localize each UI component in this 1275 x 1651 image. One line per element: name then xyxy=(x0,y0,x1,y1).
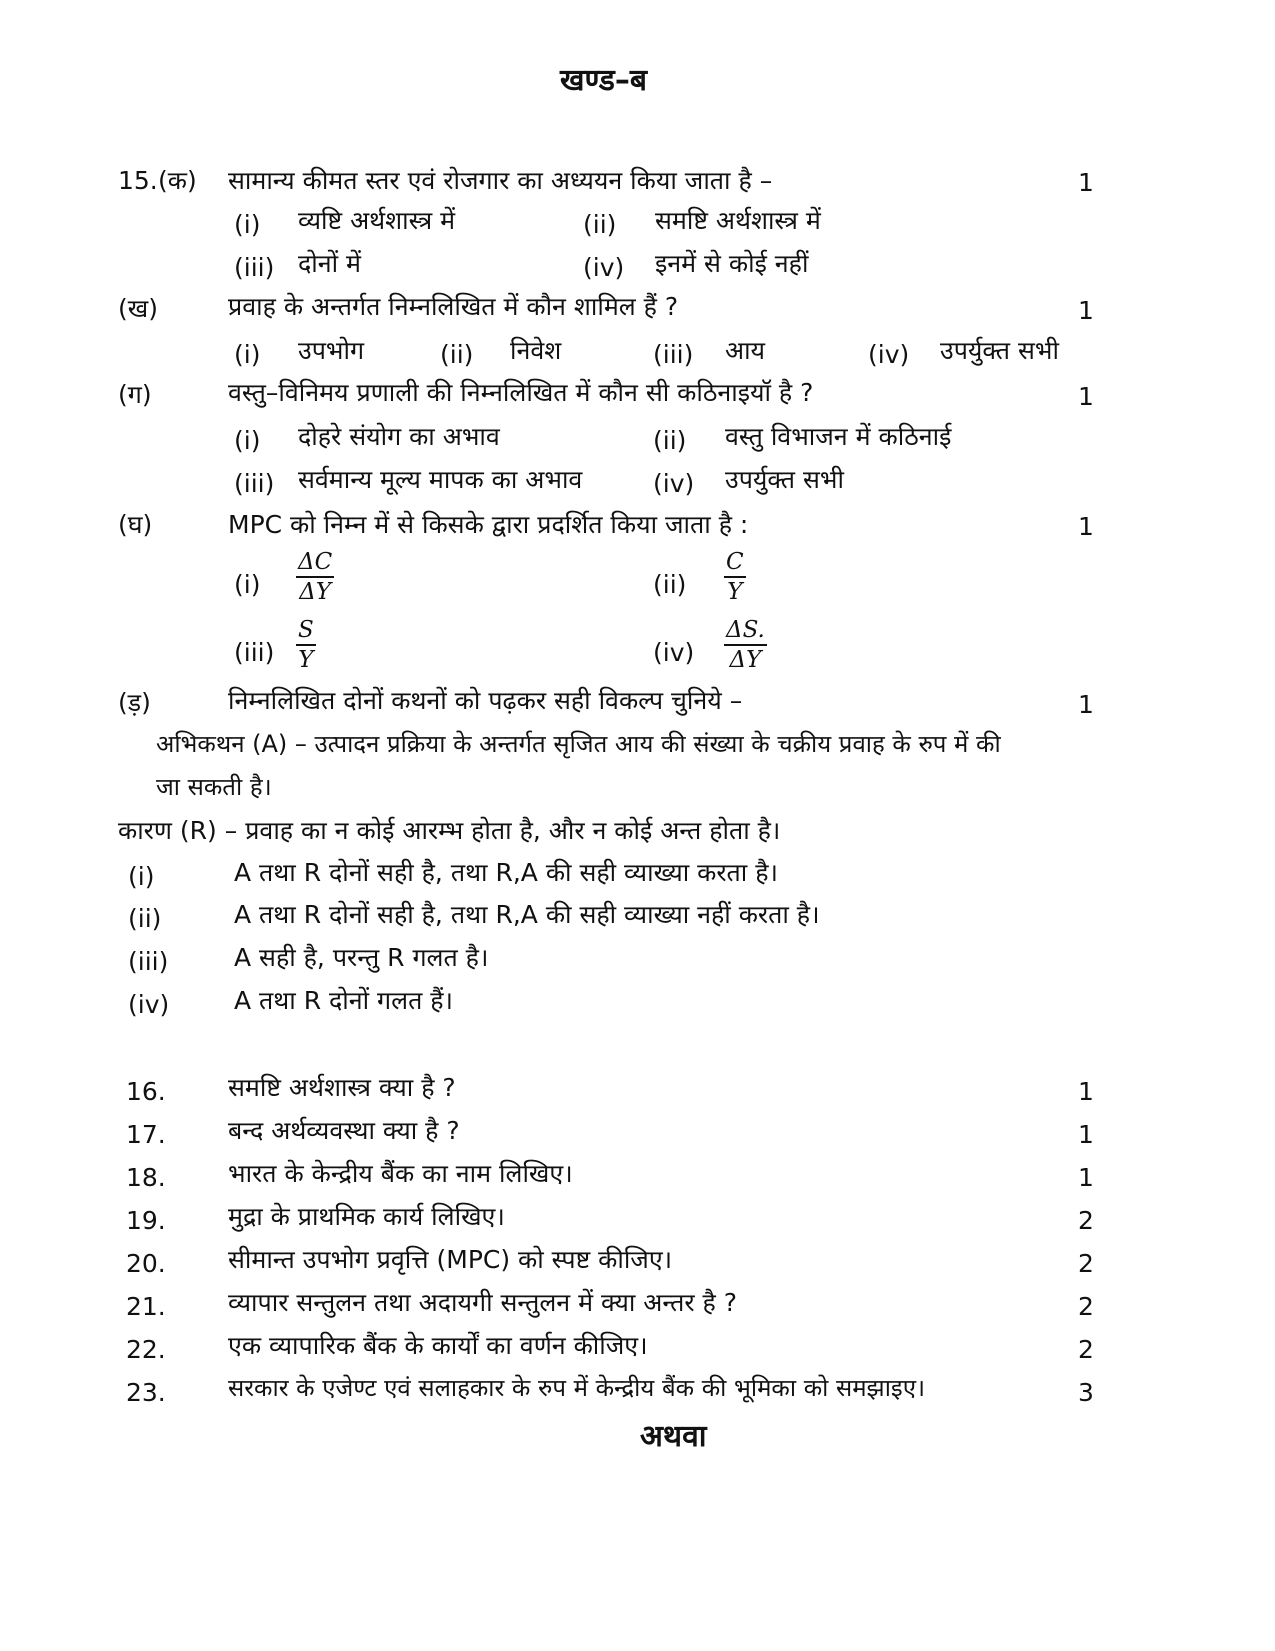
marks: 2 xyxy=(1078,1335,1094,1364)
option-number: (ii) xyxy=(583,210,617,239)
option-number: (iii) xyxy=(653,340,694,369)
question-text: मुद्रा के प्राथमिक कार्य लिखिए। xyxy=(228,1202,505,1231)
option-number: (iii) xyxy=(234,253,275,282)
question-number: 22. xyxy=(126,1335,166,1364)
option-number: (iv) xyxy=(868,340,910,369)
question-text: समष्टि अर्थशास्त्र क्या है ? xyxy=(228,1073,456,1102)
sub-question-label: (ड़) xyxy=(118,688,151,717)
question-number: 15. xyxy=(118,166,158,195)
fraction-c-over-y xyxy=(724,550,746,604)
question-number: 17. xyxy=(126,1120,166,1149)
fraction-denominator: Y xyxy=(727,579,743,606)
option-text: आय xyxy=(725,336,766,365)
marks: 1 xyxy=(1078,296,1094,325)
option-text: A सही है, परन्तु R गलत है। xyxy=(234,943,489,972)
option-text: निवेश xyxy=(510,336,562,365)
option-text: इनमें से कोई नहीं xyxy=(655,249,809,278)
marks: 1 xyxy=(1078,1163,1094,1192)
sub-question-label: (घ) xyxy=(118,510,153,539)
option-number: (ii) xyxy=(653,426,687,455)
fraction-s-over-y xyxy=(296,618,316,672)
option-number: (i) xyxy=(234,570,261,599)
fraction-delta-s-over-delta-y xyxy=(724,618,767,672)
option-number: (iii) xyxy=(234,638,275,667)
or-label: अथवा xyxy=(640,1419,707,1454)
question-text: सीमान्त उपभोग प्रवृत्ति (MPC) को स्पष्ट कीजिए। xyxy=(228,1245,673,1274)
sub-question-label: (क) xyxy=(158,166,197,195)
question-text: व्यापार सन्तुलन तथा अदायगी सन्तुलन में क्या अन्तर है ? xyxy=(228,1288,738,1317)
question-text: भारत के केन्द्रीय बैंक का नाम लिखिए। xyxy=(228,1159,573,1188)
sub-question-label: (ख) xyxy=(118,294,158,323)
option-text: वस्तु विभाजन में कठिनाई xyxy=(725,422,952,451)
fraction-denominator: Y xyxy=(298,647,314,674)
option-number: (iv) xyxy=(653,638,695,667)
marks: 3 xyxy=(1078,1378,1094,1407)
option-text: दोहरे संयोग का अभाव xyxy=(298,422,500,451)
marks: 2 xyxy=(1078,1206,1094,1235)
fraction-numerator: ΔC xyxy=(296,550,334,578)
sub-question-text: निम्नलिखित दोनों कथनों को पढ़कर सही विकल्प चुनिये – xyxy=(228,686,743,715)
option-number: (ii) xyxy=(653,570,687,599)
sub-question-text: सामान्य कीमत स्तर एवं रोजगार का अध्ययन किया जाता है – xyxy=(228,166,773,195)
option-number: (iv) xyxy=(128,990,170,1019)
fraction-numerator: ΔS. xyxy=(724,618,767,646)
option-text: A तथा R दोनों गलत हैं। xyxy=(234,986,454,1015)
option-number: (i) xyxy=(234,210,261,239)
marks: 2 xyxy=(1078,1249,1094,1278)
marks: 1 xyxy=(1078,382,1094,411)
fraction-denominator: ΔY xyxy=(729,647,762,674)
marks: 1 xyxy=(1078,690,1094,719)
option-text: A तथा R दोनों सही है, तथा R,A की सही व्याख्या करता है। xyxy=(234,858,778,887)
assertion-text-continued: जा सकती है। xyxy=(156,773,272,801)
option-text: सर्वमान्य मूल्य मापक का अभाव xyxy=(298,465,583,494)
marks: 1 xyxy=(1078,1120,1094,1149)
option-text: उपभोग xyxy=(298,336,365,365)
option-number: (iii) xyxy=(234,469,275,498)
fraction-numerator: S xyxy=(296,618,316,646)
section-title: खण्ड–ब xyxy=(560,63,647,98)
question-number: 23. xyxy=(126,1378,166,1407)
fraction-numerator: C xyxy=(724,550,746,578)
option-number: (iv) xyxy=(583,253,625,282)
fraction-delta-c-over-delta-y xyxy=(296,550,334,604)
option-text: दोनों में xyxy=(298,249,361,278)
question-number: 19. xyxy=(126,1206,166,1235)
question-number: 20. xyxy=(126,1249,166,1278)
option-number: (ii) xyxy=(440,340,474,369)
option-number: (i) xyxy=(128,862,155,891)
option-number: (iv) xyxy=(653,469,695,498)
fraction-denominator: ΔY xyxy=(299,579,331,606)
question-number: 16. xyxy=(126,1077,166,1106)
option-number: (i) xyxy=(234,426,261,455)
marks: 2 xyxy=(1078,1292,1094,1321)
marks: 1 xyxy=(1078,168,1094,197)
assertion-text: अभिकथन (A) – उत्पादन प्रक्रिया के अन्तर्गत सृजित आय की संख्या के चक्रीय प्रवाह के रुप में की xyxy=(156,730,1001,758)
sub-question-text: MPC को निम्न में से किसके द्वारा प्रदर्शित किया जाता है : xyxy=(228,510,749,539)
question-number: 21. xyxy=(126,1292,166,1321)
marks: 1 xyxy=(1078,512,1094,541)
marks: 1 xyxy=(1078,1077,1094,1106)
option-number: (iii) xyxy=(128,947,169,976)
question-text: एक व्यापारिक बैंक के कार्यों का वर्णन कीजिए। xyxy=(228,1331,648,1360)
option-text: उपर्युक्त सभी xyxy=(940,336,1059,365)
option-text: उपर्युक्त सभी xyxy=(725,465,844,494)
question-text: सरकार के एजेण्ट एवं सलाहकार के रुप में केन्द्रीय बैंक की भूमिका को समझाइए। xyxy=(228,1374,926,1402)
sub-question-label: (ग) xyxy=(118,380,152,409)
option-number: (i) xyxy=(234,340,261,369)
option-text: A तथा R दोनों सही है, तथा R,A की सही व्याख्या नहीं करता है। xyxy=(234,900,820,929)
question-number: 18. xyxy=(126,1163,166,1192)
option-text: समष्टि अर्थशास्त्र में xyxy=(655,206,821,235)
question-text: बन्द अर्थव्यवस्था क्या है ? xyxy=(228,1116,460,1145)
option-number: (ii) xyxy=(128,904,162,933)
reason-text: कारण (R) – प्रवाह का न कोई आरम्भ होता है, और न कोई अन्त होता है। xyxy=(118,816,781,845)
sub-question-text: वस्तु–विनिमय प्रणाली की निम्नलिखित में कौन सी कठिनाइयॉ है ? xyxy=(228,378,814,407)
option-text: व्यष्टि अर्थशास्त्र में xyxy=(298,206,456,235)
sub-question-text: प्रवाह के अन्तर्गत निम्नलिखित में कौन शामिल हैं ? xyxy=(228,292,679,321)
